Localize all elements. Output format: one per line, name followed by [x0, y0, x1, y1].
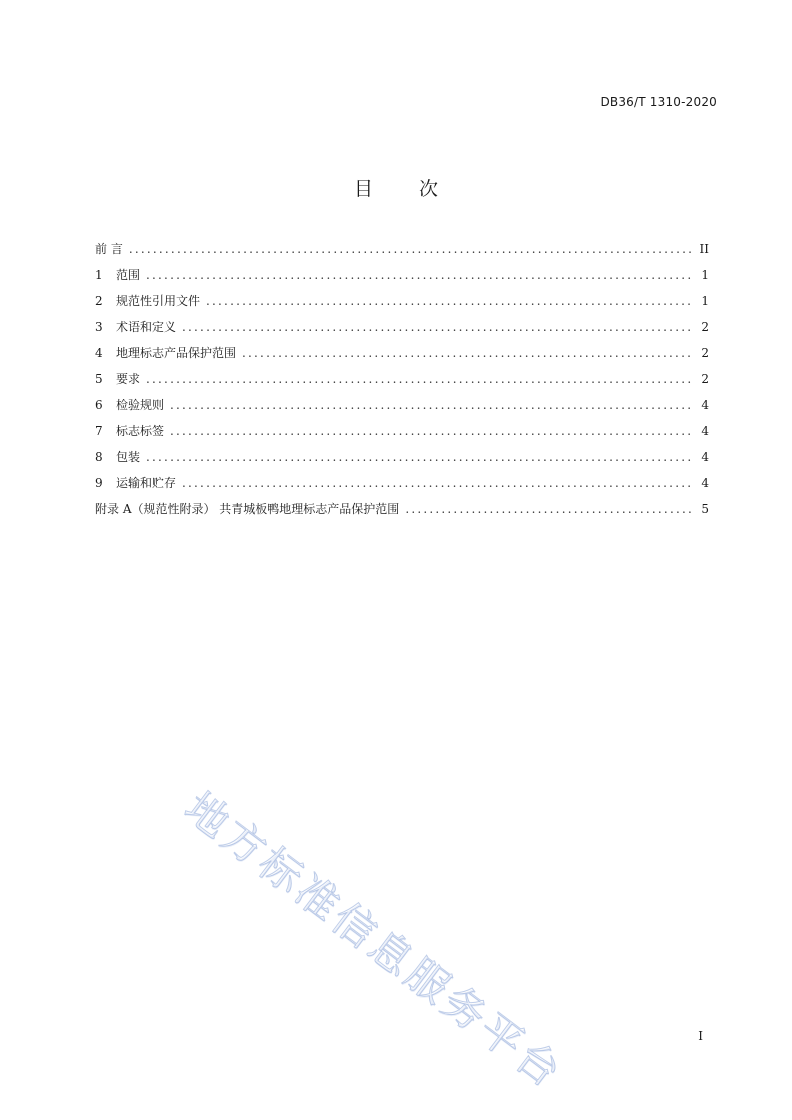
- toc-dot-leader: [170, 418, 693, 444]
- toc-entry-page: 1: [701, 268, 709, 282]
- toc-entry-number: 8: [95, 450, 103, 464]
- toc-entry-page: 2: [701, 372, 709, 386]
- toc-entry[interactable]: [95, 236, 709, 262]
- toc-entry-number: 9: [95, 476, 103, 490]
- toc-dot-leader: [129, 236, 693, 262]
- toc-entry-number: 5: [95, 372, 103, 386]
- toc-entry-number: 6: [95, 398, 103, 412]
- toc-dot-leader: [182, 470, 693, 496]
- toc-entry-label: 前 言: [95, 242, 123, 256]
- table-of-contents: [95, 236, 709, 522]
- toc-entry-label: 标志标签: [116, 424, 165, 438]
- toc-entry-page: 4: [701, 476, 709, 490]
- toc-entry[interactable]: [95, 314, 709, 340]
- toc-dot-leader: [242, 340, 693, 366]
- toc-dot-leader: [146, 262, 693, 288]
- toc-entry-number: 3: [95, 320, 103, 334]
- toc-entry-label: 要求: [116, 372, 141, 386]
- toc-entry-label: 附录 A（规范性附录） 共青城板鸭地理标志产品保护范围: [95, 502, 400, 516]
- toc-entry-page: 2: [701, 320, 709, 334]
- toc-dot-leader: [206, 288, 693, 314]
- toc-entry-label: 检验规则: [116, 398, 165, 412]
- toc-entry[interactable]: [95, 366, 709, 392]
- toc-entry[interactable]: [95, 288, 709, 314]
- toc-entry-page: 4: [701, 450, 709, 464]
- toc-entry-number: 1: [95, 268, 103, 282]
- toc-entry[interactable]: [95, 418, 709, 444]
- document-code: DB36/T 1310-2020: [600, 95, 717, 109]
- toc-dot-leader: [170, 392, 693, 418]
- toc-entry[interactable]: [95, 340, 709, 366]
- toc-entry-label: 运输和贮存: [116, 476, 177, 490]
- toc-entry[interactable]: [95, 470, 709, 496]
- toc-dot-leader: [146, 366, 693, 392]
- toc-entry-page: 1: [701, 294, 709, 308]
- toc-entry-page: II: [699, 242, 709, 256]
- toc-entry[interactable]: [95, 392, 709, 418]
- toc-entry[interactable]: [95, 262, 709, 288]
- watermark: 地方标准信息服务平台: [175, 782, 573, 1099]
- toc-entry-number: 7: [95, 424, 103, 438]
- page-number: I: [698, 1029, 703, 1043]
- toc-entry-page: 2: [701, 346, 709, 360]
- toc-dot-leader: [146, 444, 693, 470]
- toc-entry-page: 5: [701, 502, 709, 516]
- page-title: 目 次: [353, 178, 459, 200]
- toc-entry-label: 范围: [116, 268, 141, 282]
- toc-entry-page: 4: [701, 398, 709, 412]
- toc-entry-label: 包装: [116, 450, 141, 464]
- toc-entry[interactable]: [95, 496, 709, 522]
- toc-entry-page: 4: [701, 424, 709, 438]
- toc-entry-label: 地理标志产品保护范围: [116, 346, 237, 360]
- toc-dot-leader: [405, 496, 693, 522]
- toc-entry[interactable]: [95, 444, 709, 470]
- toc-dot-leader: [182, 314, 693, 340]
- toc-entry-label: 术语和定义: [116, 320, 177, 334]
- toc-entry-number: 2: [95, 294, 103, 308]
- toc-entry-label: 规范性引用文件: [116, 294, 201, 308]
- toc-entry-number: 4: [95, 346, 103, 360]
